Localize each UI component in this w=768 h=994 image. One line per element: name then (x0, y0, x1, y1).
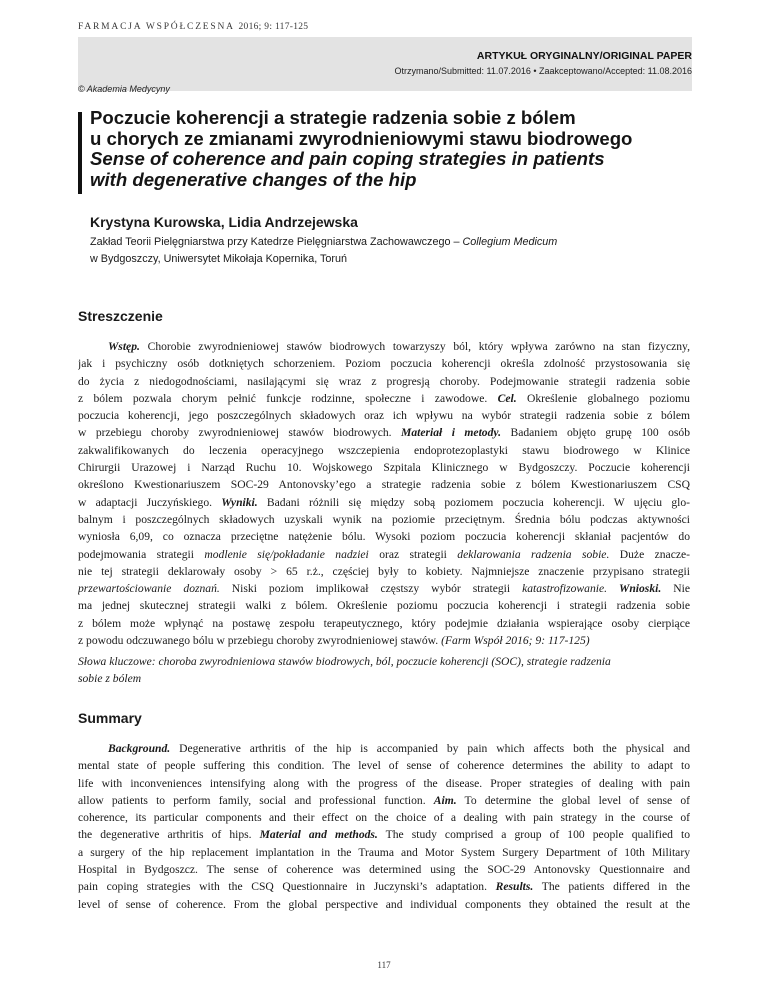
streszczenie-line: poczucia koherencji, jego poszczególnych składowych oraz ich wpływu na wybór strategii radzenia sobie z bólem (78, 409, 690, 423)
journal-header (78, 22, 308, 32)
summary-line: Hospital in Bydgoszcz. The sense of coherence was determined using the SOC-29 Antonovsky Questionnaire and (78, 863, 690, 877)
streszczenie-line: nie tej strategii deklarowały osoby > 65 r.ż., częściej były to kobiety. Najmniejsze znaczenie przypisano strategii (78, 564, 690, 578)
streszczenie-line: ma jednej skutecznej strategii walki z bólem. Określenie poziomu poczucia koherencji i strategii radzenia sobie (78, 599, 690, 613)
title-pl-line-1: Poczucie koherencji a strategie radzenia sobie z bólem (90, 107, 576, 128)
affiliation-line-2: w Bydgoszczy, Uniwersytet Mikołaja Kopernika, Toruń (90, 252, 348, 265)
streszczenie-line: podejmowania strategii modlenie się/pokładanie nadziei oraz strategii deklarowania radzenia sobie. Duże znacze- (78, 547, 690, 561)
title-accent-bar (78, 112, 82, 194)
streszczenie-line: zakwalifikowanych do leczenia operacyjnego wszczepienia endoprotezoplastyki stawu biodrowego w Klinice (78, 443, 690, 457)
streszczenie-line: jak i psychiczny osób dotkniętych schorzeniem. Poziom poczucia koherencji określa zdolność przystosowania się (78, 357, 690, 371)
authors: Krystyna Kurowska, Lidia Andrzejewska (90, 214, 358, 230)
streszczenie-line: przewartościowanie doznań. Niski poziom implikował częstszy wybór strategii katastrofizowanie. Wnioski. Nie (78, 582, 690, 596)
title-en-line-2: with degenerative changes of the hip (90, 168, 417, 190)
streszczenie-line: Wstęp. Chorobie zwyrodnieniowej stawów biodrowych towarzyszy ból, który wpływa zarówno na stan fizyczny, (108, 340, 690, 353)
streszczenie-line: z bólem może wpłynąć na postawę zespołu terapeutycznego, który podejmie działania wspierające osoby cierpiące (78, 616, 690, 630)
journal-citation: 2016; 9: 117-125 (238, 22, 309, 32)
keywords-line-1: Słowa kluczowe: choroba zwyrodnieniowa stawów biodrowych, ból, poczucie koherencji (SOC), strategie radzenia (78, 655, 611, 668)
summary-line: mental state of people suffering this condition. The level of sense of coherence determines the ability to adapt to (78, 759, 690, 773)
streszczenie-line: w adaptacji Juczyńskiego. Wyniki. Badani różnili się między sobą poziomem poczucia koherencji. W ujęciu glo- (78, 495, 690, 509)
summary-line: life with inconveniences intensifying along with the progress of the disease. Proper strategies of dealing with pain (78, 776, 690, 790)
article-title (90, 108, 730, 190)
journal-name: FARMACJA WSPÓŁCZESNA (78, 22, 235, 32)
summary-line: pain coping strategies with the CSQ Questionnaire in Juczynski’s adaptation. Results. The patients differed in the (78, 880, 690, 894)
streszczenie-line: do życia z niedogodnościami, nasilającymi się wraz z progresją choroby. Podejmowanie strategii radzenia sobie (78, 374, 690, 388)
summary-line: level of sense of coherence. From the global perspective and individual components they obtained the result at the (78, 897, 690, 911)
affiliation (90, 234, 710, 267)
streszczenie-line: wyniosła 6,09, co oznacza przeciętne natężenie bólu. Wysoki poziom poczucia koherencji skłaniał pacjentów do (78, 530, 690, 544)
page-number: 117 (377, 960, 391, 970)
streszczenie-line: z bólem pozwala chorym pełnić funkcje rodzinne, społeczne i zawodowe. Cel. Określenie globalnego poziomu (78, 391, 690, 405)
streszczenie-body (78, 338, 690, 649)
summary-line: a surgery of the hip replacement implantation in the Trauma and Motor System Surgery Department of 10th Military (78, 845, 690, 859)
title-en-line-1: Sense of coherence and pain coping strategies in patients (90, 148, 605, 169)
keywords-line-2: sobie z bólem (78, 672, 142, 686)
streszczenie-line: z powodu odczuwanego bólu w przebiegu choroby zwyrodnieniowej stawów. (Farm Współ 2016; 9: 117-125) (78, 634, 590, 648)
summary-line: Background. Degenerative arthritis of the hip is accompanied by pain which affects both the physical and (108, 742, 690, 755)
streszczenie-line: Chirurgii Urazowej i Narząd Ruchu 10. Wojskowego Szpitala Klinicznego w Bydgoszczy. Poczucie koherencji (78, 461, 690, 475)
streszczenie-heading: Streszczenie (78, 308, 163, 324)
title-pl-line-2: u chorych ze zmianami zwyrodnieniowymi stawu biodrowego (90, 127, 633, 149)
streszczenie-line: określono Kwestionariuszem SOC-29 Antonovsky’ego a strategie radzenia sobie z bólem Kwestionariuszem CSQ (78, 478, 690, 492)
streszczenie-line: w przebiegu choroby zwyrodnieniowej stawów biodrowych. Materiał i metody. Badaniem objęto grupę 100 osób (78, 426, 690, 440)
summary-line: the degenerative arthritis of hips. Material and methods. The study comprised a group of 100 people qualified to (78, 828, 690, 842)
streszczenie-line: balnym i poszczególnych składowych uzyskali wynik na poziomie przeciętnym. Średnia bólu podczas aktywności (78, 512, 690, 526)
article-type: ARTYKUŁ ORYGINALNY/ORIGINAL PAPER (476, 50, 692, 62)
header-bar (78, 37, 692, 91)
submission-dates: Otrzymano/Submitted: 11.07.2016 • Zaakceptowano/Accepted: 11.08.2016 (394, 66, 692, 76)
summary-body (78, 740, 690, 913)
affiliation-line-1: Zakład Teorii Pielęgniarstwa przy Katedrze Pielęgniarstwa Zachowawczego – Collegium Medicum (90, 236, 558, 248)
keywords (78, 653, 690, 688)
summary-line: allow patients to perform family, social and professional function. Aim. To determine the global level of sense of (78, 793, 690, 807)
summary-line: coherence, its particular components and their effect on the choice of a dealing with pain strategy in the course of (78, 811, 690, 825)
summary-heading: Summary (78, 710, 142, 726)
copyright: © Akademia Medycyny (78, 84, 170, 94)
